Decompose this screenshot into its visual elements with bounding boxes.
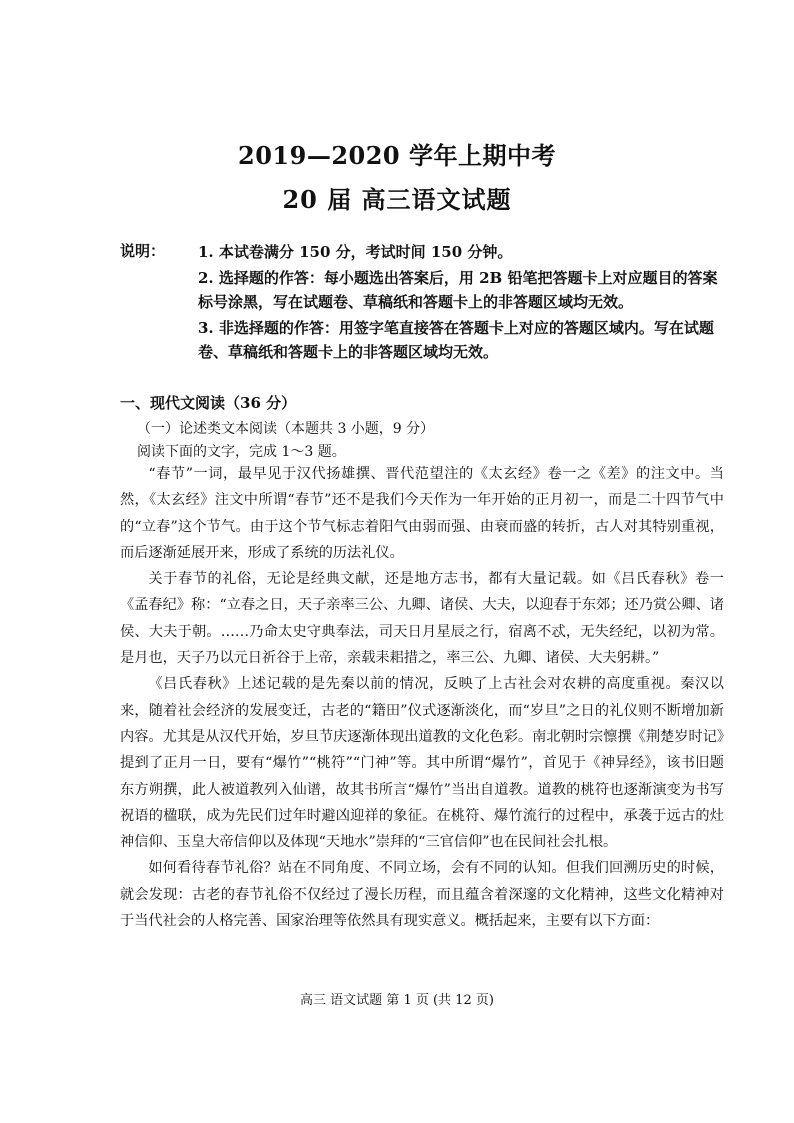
- instruction-item-2: 2. 选择题的作答：每小题选出答案后，用 2B 铅笔把答题卡上对应题目的答案标号涂黑，写在试题卷、草稿纸和答题卡上的非答题区域均无效。: [198, 269, 718, 311]
- instruction-item-1: 1. 本试卷满分 150 分，考试时间 150 分钟。: [198, 243, 513, 261]
- section-subheading: （一）论述类文本阅读（本题共 3 小题，9 分）: [137, 421, 435, 437]
- passage-paragraph-3: 《吕氏春秋》上述记载的是先秦以前的情况，反映了上古社会对农耕的高度重视。秦汉以来，随着社会经济的发展变迁，古老的“籍田”仪式逐渐淡化，而“岁旦”之日的礼仪则不断增加新内容。尤其是从汉代开始，岁旦节庆逐渐体现出道教的文化色彩。南北朝时宗懔撰《荆楚岁时记》提到了正月一日，要有“爆竹”“桃符”“门神”等。其中所谓“爆竹”，首见于《神异经》，该书旧题东方朔撰，此人被道教列入仙谱，故其书所言“爆竹”当出自道教。道教的桃符也逐渐演变为书写祝语的楹联，成为先民们过年时避凶迎祥的象征。在桃符、爆竹流行的过程中，承袭于远古的灶神信仰、玉皇大帝信仰以及体现“天地水”崇拜的“三官信仰”也在民间社会扎根。: [120, 676, 724, 851]
- page-footer: 高三 语文试题 第 1 页 (共 12 页): [300, 993, 494, 1008]
- passage-paragraph-4: 如何看待春节礼俗？站在不同角度、不同立场，会有不同的认知。但我们回溯历史的时候，就会发现：古老的春节礼俗不仅经过了漫长历程，而且蕴含着深邃的文化精神，这些文化精神对于当代社会的人格完善、国家治理等依然具有现实意义。概括起来，主要有以下方面：: [120, 860, 724, 930]
- exam-subtitle: 20 届 高三语文试题: [282, 185, 512, 214]
- instruction-item-3: 3. 非选择题的作答：用签字笔直接答在答题卡上对应的答题区域内。写在试题卷、草稿纸和答题卡上的非答题区域均无效。: [198, 319, 714, 361]
- exam-title: 2019—2020 学年上期中考: [238, 141, 556, 170]
- reading-passage: [120, 461, 724, 934]
- reading-instruction: 阅读下面的文字，完成 1～3 题。: [137, 444, 346, 460]
- section-heading: 一、现代文阅读（36 分）: [120, 394, 297, 412]
- passage-paragraph-1: “春节”一词，最早见于汉代扬雄撰、晋代范望注的《太玄经》卷一之《差》的注文中。当然，《太玄经》注文中所谓“春节”还不是我们今天作为一年开始的正月初一，而是二十四节气中的“立春”这个节气。由于这个节气标志着阳气由弱而强、由衰而盛的转折，古人对其特别重视，而后逐渐延展开来，形成了系统的历法礼仪。: [120, 466, 724, 561]
- instructions-label: 说明：: [120, 242, 166, 260]
- passage-paragraph-2: 关于春节的礼俗，无论是经典文献，还是地方志书，都有大量记载。如《吕氏春秋》卷一《孟春纪》称：“立春之日，天子亲率三公、九卿、诸侯、大夫，以迎春于东郊；还乃赏公卿、诸侯、大夫于朝。……乃命太史守典奉法，司天日月星辰之行，宿离不忒，无失经纪，以初为常。是月也，天子乃以元日祈谷于上帝，亲载耒耜措之，率三公、九卿、诸侯、大夫躬耕。”: [120, 571, 724, 667]
